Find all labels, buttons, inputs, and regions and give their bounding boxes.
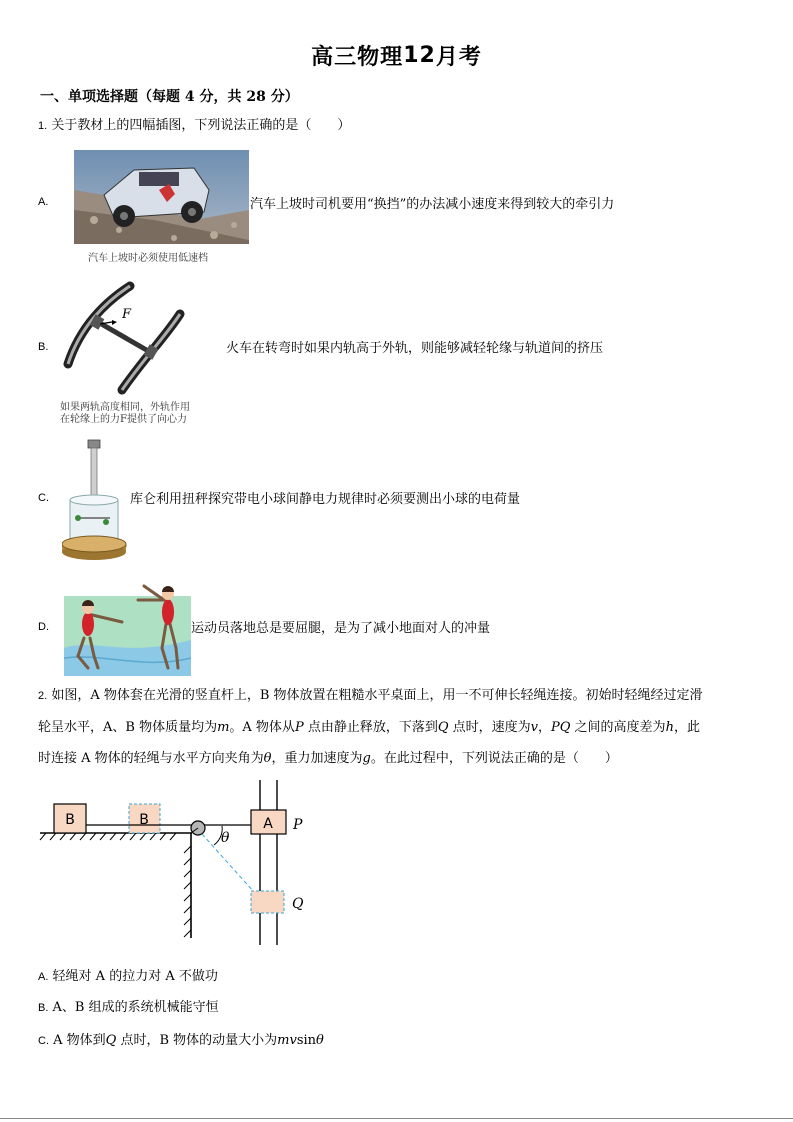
car-uphill-illustration	[74, 150, 249, 244]
svg-text:Q: Q	[292, 896, 304, 912]
q1-number: 1.	[38, 120, 48, 132]
q1-option-b-label: B.	[38, 341, 49, 353]
rail-caption-line-2: 在轮缘上的力F提供了向心力	[60, 414, 187, 425]
svg-text:P: P	[293, 817, 303, 833]
page-title: 高三物理12月考	[311, 43, 482, 70]
q2-number: 2.	[38, 690, 48, 702]
gymnast-landing-illustration	[64, 578, 191, 676]
q1-stem: 1. 关于教材上的四幅插图，下列说法正确的是（ ）	[38, 118, 351, 133]
q1-option-a-label: A.	[38, 196, 49, 208]
q1-option-c-label: C.	[38, 492, 49, 504]
car-illustration-caption: 汽车上坡时必须使用低速档	[88, 253, 208, 264]
q2-option-b: B. A、B 组成的系统机械能守恒	[38, 1000, 219, 1015]
page-bottom-rule	[0, 1118, 793, 1119]
force-f-label: F	[122, 307, 132, 322]
block-a-at-q	[251, 891, 284, 913]
q2-option-a: A. 轻绳对 A 的拉力对 A 不做功	[38, 969, 218, 984]
section-heading: 一、单项选择题（每题 4 分，共 28 分）	[40, 89, 299, 105]
pulley-system-diagram	[36, 780, 326, 948]
q2-option-c: C. A 物体到Q 点时，B 物体的动量大小为mvsinθ	[38, 1033, 324, 1048]
coulomb-torsion-balance-illustration	[62, 438, 130, 563]
q1-option-d-label: D.	[38, 621, 49, 633]
svg-text:B: B	[139, 812, 149, 828]
q1-option-d-text: 运动员落地总是要屈腿，是为了减小地面对人的冲量	[191, 621, 491, 636]
q2-stem-line-1: 2. 如图，A 物体套在光滑的竖直杆上，B 物体放置在粗糙水平桌面上，用一不可伸长轻绳连接。初始时轻绳经过定滑	[38, 688, 703, 703]
q2-stem-line-2: 轮呈水平，A、B 物体质量均为m。A 物体从P 点由静止释放，下落到Q 点时，速度为v，PQ 之间的高度差为h，此	[38, 720, 700, 735]
q1-option-c-text: 库仑利用扭秤探究带电小球间静电力规律时必须要测出小球的电荷量	[130, 492, 521, 507]
svg-text:B: B	[65, 812, 75, 828]
q1-option-a-text: 汽车上坡时司机要用“换挡”的办法减小速度来得到较大的牵引力	[250, 197, 615, 212]
train-wheel-rail-illustration	[60, 272, 185, 397]
q2-stem-line-3: 时连接 A 物体的轻绳与水平方向夹角为θ，重力加速度为g。在此过程中，下列说法正确的是（ ）	[38, 751, 618, 766]
svg-text:θ: θ	[221, 830, 230, 846]
q1-option-b-text: 火车在转弯时如果内轨高于外轨，则能够减轻轮缘与轨道间的挤压	[226, 341, 604, 356]
rail-caption-line-1: 如果两轨高度相同，外轨作用	[60, 402, 190, 413]
svg-text:A: A	[263, 816, 273, 832]
